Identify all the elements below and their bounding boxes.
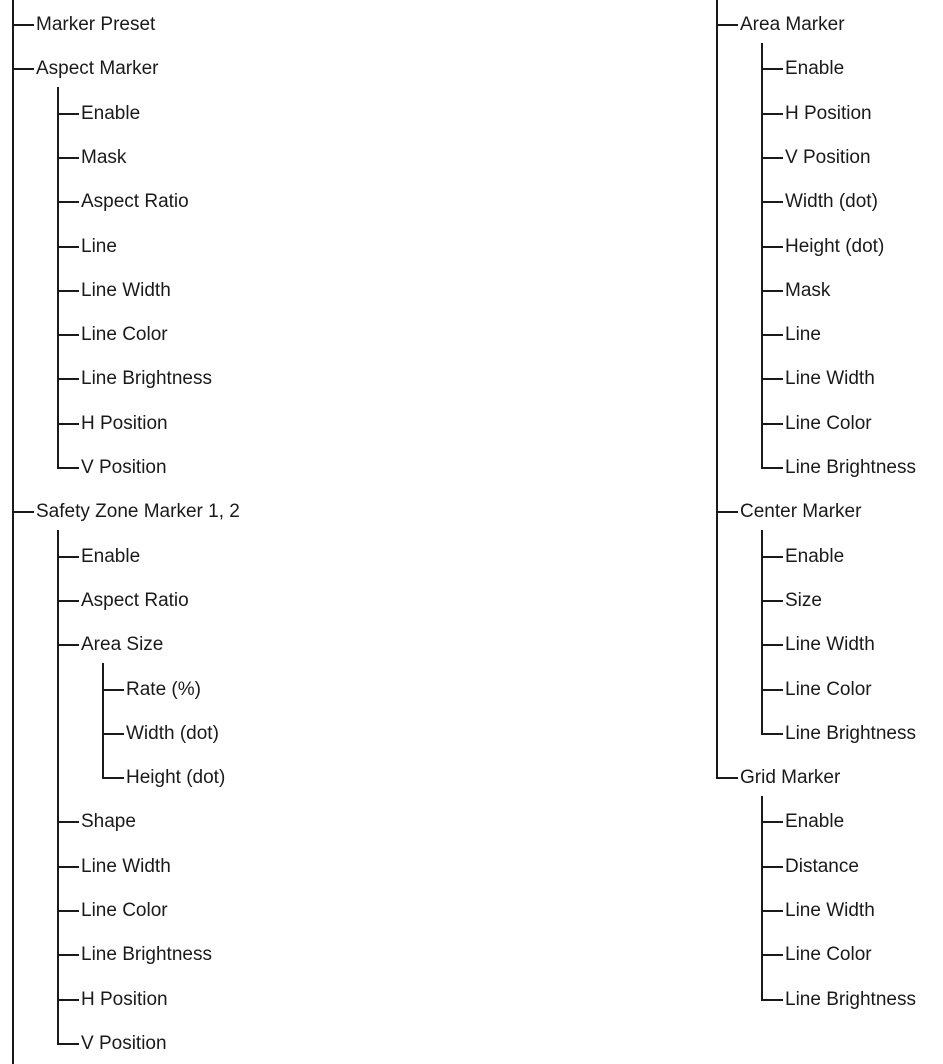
node-aspect-ratio: Aspect Ratio: [81, 191, 189, 213]
connector-tick: [761, 201, 783, 203]
node-line: Line: [81, 235, 117, 257]
trunk-line: [716, 0, 718, 779]
connector-tick: [761, 334, 783, 336]
node-grid-marker: Grid Marker: [740, 767, 841, 789]
node-v-position: V Position: [81, 1032, 167, 1054]
node-line-width: Line Width: [785, 900, 875, 921]
node-line-color: Line Color: [81, 324, 168, 346]
node-aspect-ratio: Aspect Ratio: [81, 589, 189, 611]
connector-tick: [761, 423, 783, 425]
node-line-width: Line Width: [81, 855, 171, 877]
node-line-color: Line Color: [785, 944, 872, 966]
node-mask: Mask: [785, 279, 831, 301]
node-line-color: Line Color: [81, 900, 168, 921]
connector-tick: [12, 511, 34, 513]
connector-tick: [57, 556, 79, 558]
connector-tick: [761, 556, 783, 558]
connector-tick: [57, 113, 79, 115]
node-safety-zone-marker-1-2: Safety Zone Marker 1, 2: [36, 501, 240, 523]
branch-line: [57, 530, 59, 1044]
connector-tick: [57, 999, 79, 1001]
connector-tick: [761, 689, 783, 691]
node-distance: Distance: [785, 855, 859, 877]
node-enable: Enable: [785, 58, 845, 80]
connector-tick: [57, 600, 79, 602]
node-enable: Enable: [81, 545, 141, 567]
node-aspect-marker: Aspect Marker: [36, 58, 159, 80]
node-shape: Shape: [81, 811, 136, 833]
connector-tick: [761, 68, 783, 70]
node-marker-preset: Marker Preset: [36, 14, 156, 35]
connector-tick: [716, 777, 738, 779]
branch-line: [761, 43, 763, 469]
connector-tick: [12, 68, 34, 70]
node-line-brightness: Line Brightness: [785, 457, 916, 478]
node-v-position: V Position: [785, 146, 871, 168]
node-width-dot: Width (dot): [785, 191, 878, 213]
connector-tick: [761, 644, 783, 646]
connector-tick: [761, 467, 783, 469]
node-line-width: Line Width: [81, 279, 171, 301]
node-line-color: Line Color: [785, 678, 872, 700]
node-width-dot: Width (dot): [126, 722, 219, 744]
connector-tick: [102, 733, 124, 735]
connector-tick: [761, 733, 783, 735]
connector-tick: [57, 157, 79, 159]
connector-tick: [761, 821, 783, 823]
connector-tick: [102, 777, 124, 779]
node-h-position: H Position: [81, 988, 168, 1010]
connector-tick: [761, 157, 783, 159]
connector-tick: [57, 334, 79, 336]
node-area-size: Area Size: [81, 634, 164, 656]
node-line-brightness: Line Brightness: [81, 944, 212, 966]
connector-tick: [761, 910, 783, 912]
connector-tick: [761, 113, 783, 115]
node-line-brightness: Line Brightness: [785, 722, 916, 744]
node-height-dot: Height (dot): [785, 235, 885, 257]
connector-tick: [57, 201, 79, 203]
connector-tick: [716, 511, 738, 513]
connector-tick: [12, 24, 34, 26]
node-line: Line: [785, 324, 821, 346]
node-line-width: Line Width: [785, 634, 875, 656]
node-area-marker: Area Marker: [740, 14, 845, 35]
connector-tick: [57, 290, 79, 292]
connector-tick: [57, 467, 79, 469]
node-h-position: H Position: [81, 412, 168, 434]
connector-tick: [57, 866, 79, 868]
connector-tick: [57, 423, 79, 425]
node-line-width: Line Width: [785, 368, 875, 390]
node-size: Size: [785, 589, 822, 611]
node-height-dot: Height (dot): [126, 767, 226, 789]
node-v-position: V Position: [81, 457, 167, 478]
node-mask: Mask: [81, 146, 127, 168]
node-line-color: Line Color: [785, 412, 872, 434]
node-center-marker: Center Marker: [740, 501, 862, 523]
connector-tick: [57, 954, 79, 956]
node-h-position: H Position: [785, 102, 872, 124]
node-line-brightness: Line Brightness: [81, 368, 212, 390]
node-enable: Enable: [81, 102, 141, 124]
branch-line: [761, 796, 763, 1000]
node-line-brightness: Line Brightness: [785, 988, 916, 1010]
connector-tick: [102, 689, 124, 691]
connector-tick: [57, 644, 79, 646]
connector-tick: [761, 600, 783, 602]
connector-tick: [57, 378, 79, 380]
trunk-line: [12, 0, 14, 1064]
connector-tick: [761, 378, 783, 380]
branch-line: [57, 87, 59, 469]
connector-tick: [761, 954, 783, 956]
connector-tick: [761, 290, 783, 292]
connector-tick: [716, 24, 738, 26]
connector-tick: [57, 910, 79, 912]
connector-tick: [57, 1043, 79, 1045]
node-enable: Enable: [785, 811, 845, 833]
connector-tick: [761, 999, 783, 1001]
connector-tick: [761, 246, 783, 248]
branch-line: [761, 530, 763, 734]
connector-tick: [57, 821, 79, 823]
connector-tick: [761, 866, 783, 868]
node-rate: Rate (%): [126, 678, 201, 700]
connector-tick: [57, 246, 79, 248]
branch-line: [102, 663, 104, 779]
node-enable: Enable: [785, 545, 845, 567]
